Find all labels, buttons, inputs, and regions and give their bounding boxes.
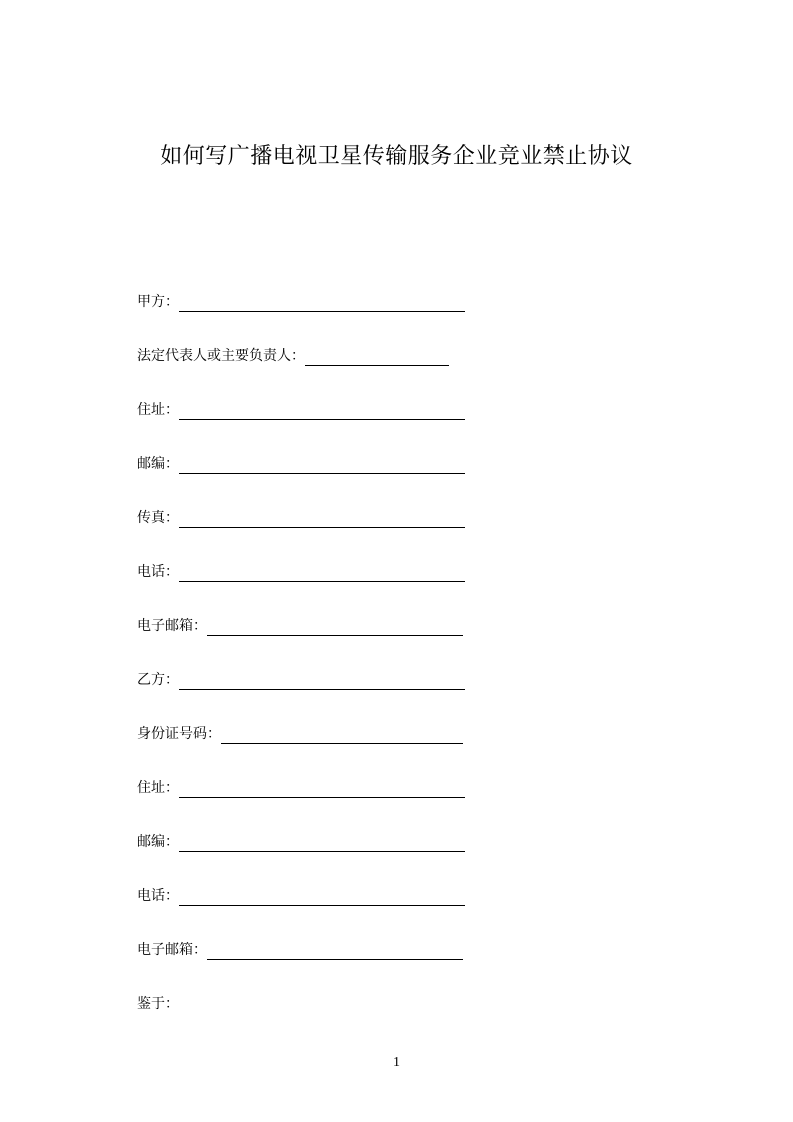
party-a-fax-field — [137, 504, 465, 528]
party-a-fax-blank[interactable] — [179, 511, 465, 528]
whereas-label: 鉴于： — [137, 996, 179, 1012]
party-a-field — [137, 288, 465, 312]
party-a-address-field — [137, 396, 465, 420]
party-b-address-field — [137, 774, 465, 798]
whereas-field — [137, 990, 179, 1014]
party-b-email-field — [137, 936, 463, 960]
party-a-postcode-field — [137, 450, 465, 474]
party-b-email-label: 电子邮箱： — [137, 942, 207, 958]
party-a-address-blank[interactable] — [179, 403, 465, 420]
party-b-postcode-blank[interactable] — [179, 835, 465, 852]
party-a-phone-field — [137, 558, 465, 582]
legal-representative-field — [137, 342, 449, 366]
party-a-email-blank[interactable] — [207, 619, 463, 636]
document-title: 如何写广播电视卫星传输服务企业竞业禁止协议 — [160, 144, 633, 169]
party-b-address-blank[interactable] — [179, 781, 465, 798]
party-a-phone-label: 电话： — [137, 564, 179, 580]
party-a-postcode-label: 邮编： — [137, 456, 179, 472]
party-a-postcode-blank[interactable] — [179, 457, 465, 474]
party-b-label: 乙方： — [137, 672, 179, 688]
id-number-field — [137, 720, 463, 744]
id-number-blank[interactable] — [221, 727, 463, 744]
party-b-blank[interactable] — [179, 673, 465, 690]
legal-representative-label: 法定代表人或主要负责人： — [137, 348, 305, 364]
party-a-label: 甲方： — [137, 294, 179, 310]
party-b-email-blank[interactable] — [207, 943, 463, 960]
party-b-phone-field — [137, 882, 465, 906]
party-a-phone-blank[interactable] — [179, 565, 465, 582]
legal-representative-blank[interactable] — [305, 349, 449, 366]
party-b-address-label: 住址： — [137, 780, 179, 796]
party-b-postcode-field — [137, 828, 465, 852]
party-a-address-label: 住址： — [137, 402, 179, 418]
party-b-field — [137, 666, 465, 690]
party-b-phone-blank[interactable] — [179, 889, 465, 906]
id-number-label: 身份证号码： — [137, 726, 221, 742]
party-b-phone-label: 电话： — [137, 888, 179, 904]
party-a-email-label: 电子邮箱： — [137, 618, 207, 634]
party-a-email-field — [137, 612, 463, 636]
party-a-fax-label: 传真： — [137, 510, 179, 526]
page-number: 1 — [393, 1055, 400, 1070]
party-a-blank[interactable] — [179, 295, 465, 312]
party-b-postcode-label: 邮编： — [137, 834, 179, 850]
